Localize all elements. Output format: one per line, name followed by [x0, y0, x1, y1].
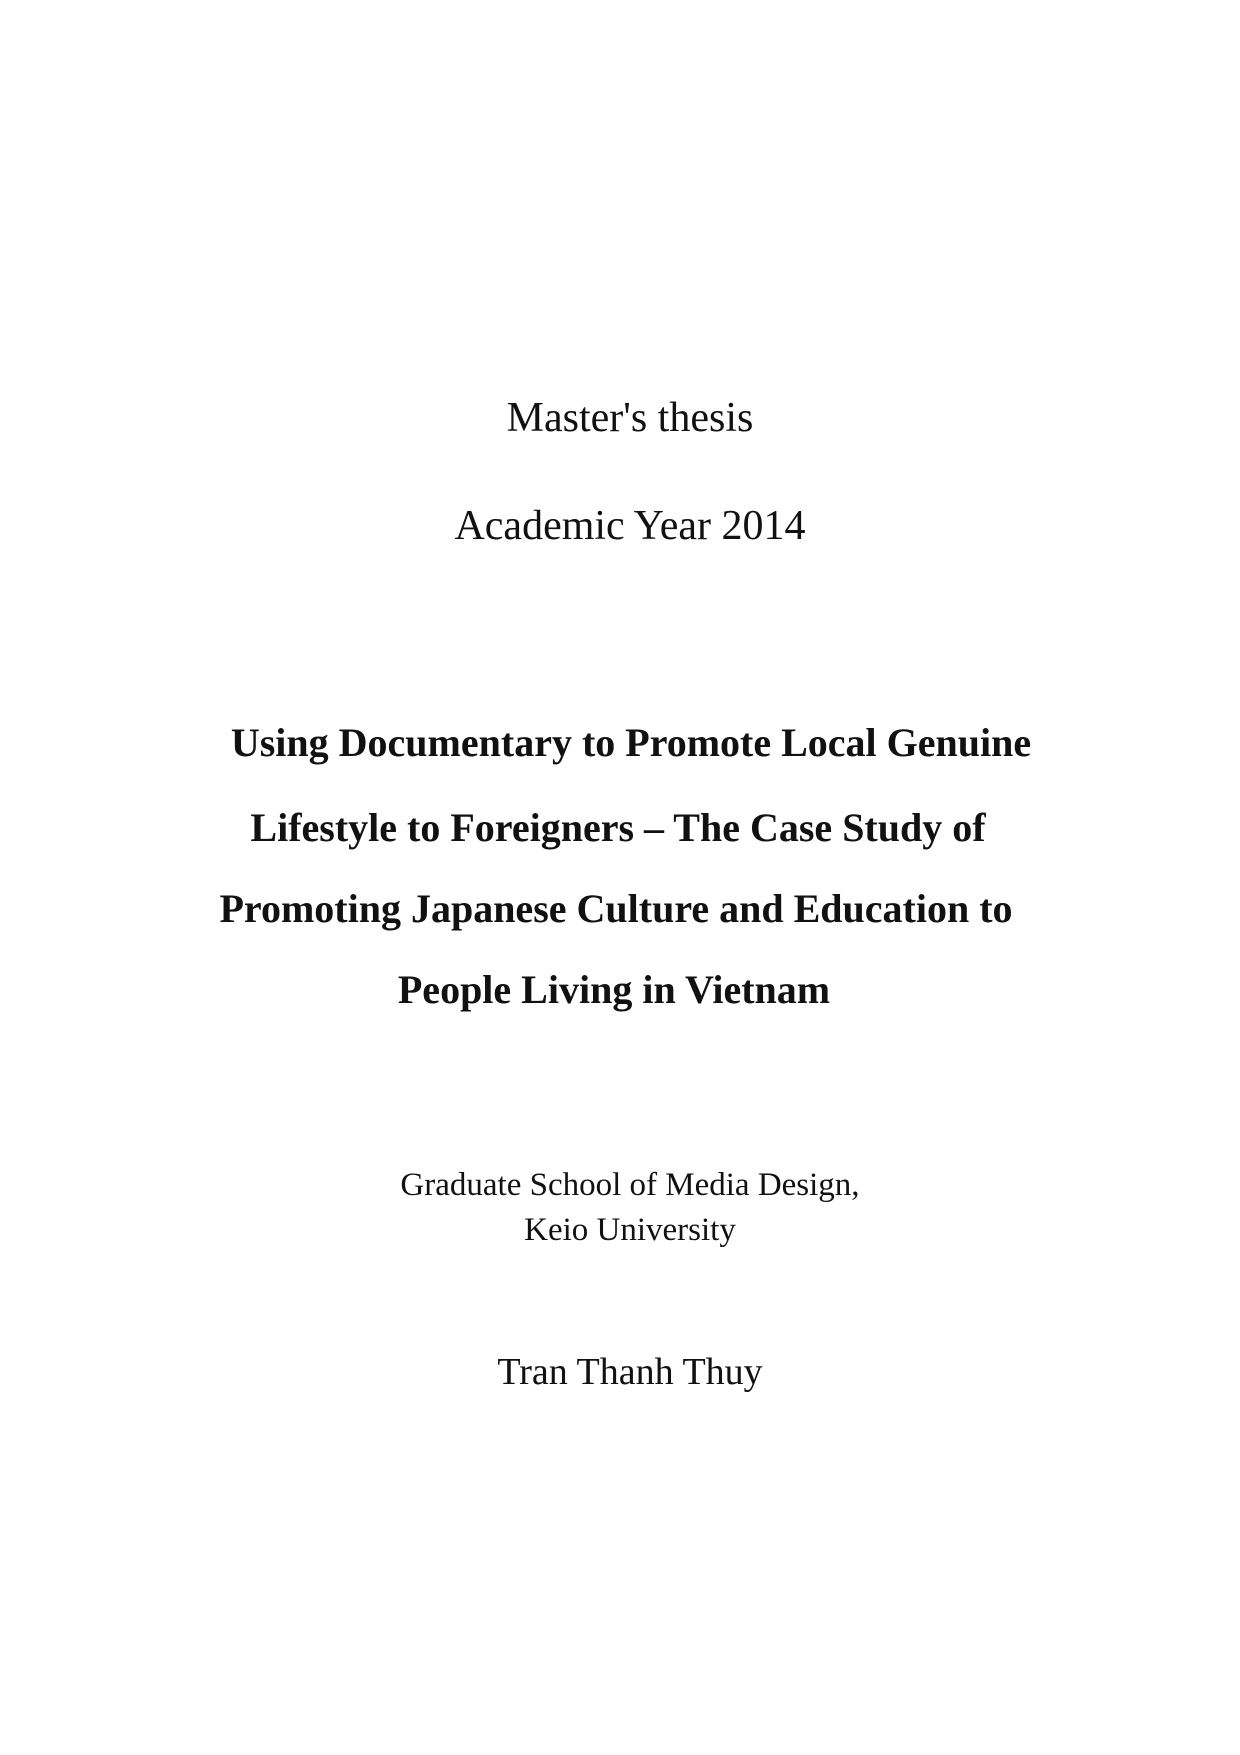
author-name: Tran Thanh Thuy [497, 1351, 763, 1393]
thesis-title-line: Lifestyle to Foreigners – The Case Study of [250, 805, 986, 850]
affiliation-line: Graduate School of Media Design, [400, 1167, 860, 1203]
academic-year: Academic Year 2014 [454, 503, 806, 549]
thesis-title-line: Using Documentary to Promote Local Genuine [230, 720, 1032, 765]
thesis-title-line: Promoting Japanese Culture and Education to [219, 886, 1013, 931]
thesis-title-line: People Living in Vietnam [397, 967, 831, 1012]
thesis-type: Master's thesis [506, 395, 754, 441]
affiliation-line: Keio University [524, 1212, 736, 1248]
